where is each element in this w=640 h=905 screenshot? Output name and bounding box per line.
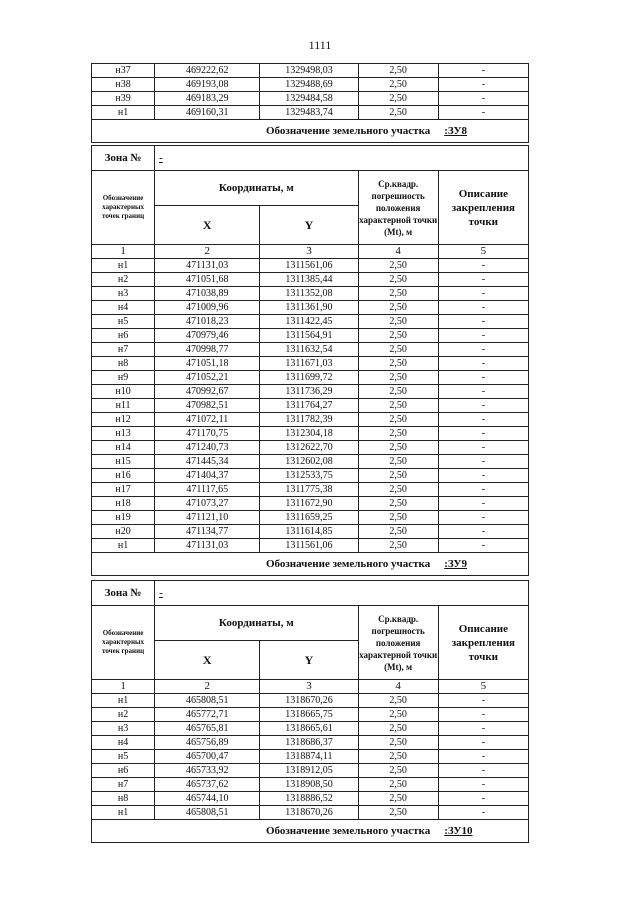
error-cell: 2,50 xyxy=(358,764,438,778)
description-cell: - xyxy=(438,708,528,722)
description-cell: - xyxy=(438,497,528,511)
description-cell: - xyxy=(438,273,528,287)
header-coords: Координаты, м xyxy=(155,606,358,641)
description-cell: - xyxy=(438,371,528,385)
zone-blank xyxy=(260,146,529,171)
x-cell: 471131,03 xyxy=(155,539,260,553)
y-cell: 1318670,26 xyxy=(260,806,358,820)
point-name-cell: н18 xyxy=(92,497,155,511)
col-num: 1 xyxy=(92,245,155,259)
header-point-name: Обозначение характерных точек границ xyxy=(92,171,155,245)
zone-row xyxy=(92,581,529,606)
col-num: 3 xyxy=(260,245,358,259)
description-cell: - xyxy=(438,301,528,315)
error-cell: 2,50 xyxy=(358,287,438,301)
table-row xyxy=(92,273,529,287)
point-name-cell: н37 xyxy=(92,64,155,78)
table-row xyxy=(92,78,529,92)
x-cell: 469193,08 xyxy=(155,78,260,92)
point-name-cell: н10 xyxy=(92,385,155,399)
error-cell: 2,50 xyxy=(358,694,438,708)
x-cell: 465744,10 xyxy=(155,792,260,806)
top-rows xyxy=(92,64,529,120)
y-cell: 1311561,06 xyxy=(260,539,358,553)
y-cell: 1311699,72 xyxy=(260,371,358,385)
point-name-cell: н20 xyxy=(92,525,155,539)
zone-table-2 xyxy=(91,580,529,843)
point-name-cell: н11 xyxy=(92,399,155,413)
point-name-cell: н19 xyxy=(92,511,155,525)
y-cell: 1318665,75 xyxy=(260,708,358,722)
coords-table-top xyxy=(91,63,529,143)
error-cell: 2,50 xyxy=(358,806,438,820)
description-cell: - xyxy=(438,792,528,806)
point-name-cell: н7 xyxy=(92,343,155,357)
col-num: 2 xyxy=(155,245,260,259)
x-cell: 469183,29 xyxy=(155,92,260,106)
parcel-label: Обозначение земельного участка xyxy=(92,553,439,576)
x-cell: 471038,89 xyxy=(155,287,260,301)
description-cell: - xyxy=(438,343,528,357)
error-cell: 2,50 xyxy=(358,385,438,399)
error-cell: 2,50 xyxy=(358,315,438,329)
point-name-cell: н38 xyxy=(92,78,155,92)
table-row xyxy=(92,539,529,553)
error-cell: 2,50 xyxy=(358,469,438,483)
y-cell: 1312622,70 xyxy=(260,441,358,455)
header-x: X xyxy=(155,641,260,680)
y-cell: 1311632,54 xyxy=(260,343,358,357)
point-name-cell: н39 xyxy=(92,92,155,106)
point-name-cell: н15 xyxy=(92,455,155,469)
error-cell: 2,50 xyxy=(358,483,438,497)
table-row xyxy=(92,371,529,385)
zone-value: - xyxy=(155,146,260,171)
description-cell: - xyxy=(438,385,528,399)
table-row xyxy=(92,455,529,469)
error-cell: 2,50 xyxy=(358,92,438,106)
error-cell: 2,50 xyxy=(358,539,438,553)
description-cell: - xyxy=(438,329,528,343)
description-cell: - xyxy=(438,483,528,497)
description-cell: - xyxy=(438,469,528,483)
error-cell: 2,50 xyxy=(358,792,438,806)
y-cell: 1311672,90 xyxy=(260,497,358,511)
description-cell: - xyxy=(438,357,528,371)
header-coords: Координаты, м xyxy=(155,171,358,206)
table-row xyxy=(92,806,529,820)
x-cell: 470982,51 xyxy=(155,399,260,413)
x-cell: 471051,68 xyxy=(155,273,260,287)
table-row xyxy=(92,315,529,329)
error-cell: 2,50 xyxy=(358,343,438,357)
y-cell: 1318912,05 xyxy=(260,764,358,778)
description-cell: - xyxy=(438,750,528,764)
point-name-cell: н2 xyxy=(92,273,155,287)
point-name-cell: н7 xyxy=(92,778,155,792)
col-num: 1 xyxy=(92,680,155,694)
table-row xyxy=(92,399,529,413)
x-cell: 471052,21 xyxy=(155,371,260,385)
y-cell: 1318670,26 xyxy=(260,694,358,708)
error-cell: 2,50 xyxy=(358,64,438,78)
y-cell: 1311671,03 xyxy=(260,357,358,371)
header-description: Описание закрепления точки xyxy=(438,171,528,245)
x-cell: 465772,71 xyxy=(155,708,260,722)
y-cell: 1311385,44 xyxy=(260,273,358,287)
error-cell: 2,50 xyxy=(358,413,438,427)
error-cell: 2,50 xyxy=(358,778,438,792)
parcel-row xyxy=(92,820,529,843)
y-cell: 1312304,18 xyxy=(260,427,358,441)
description-cell: - xyxy=(438,455,528,469)
x-cell: 471170,75 xyxy=(155,427,260,441)
y-cell: 1318908,50 xyxy=(260,778,358,792)
header-y: Y xyxy=(260,641,358,680)
parcel-row xyxy=(92,553,529,576)
table-row xyxy=(92,64,529,78)
table-row xyxy=(92,483,529,497)
error-cell: 2,50 xyxy=(358,525,438,539)
header-row xyxy=(92,606,529,641)
column-number-row xyxy=(92,680,529,694)
description-cell: - xyxy=(438,259,528,273)
y-cell: 1311736,29 xyxy=(260,385,358,399)
y-cell: 1318686,37 xyxy=(260,736,358,750)
error-cell: 2,50 xyxy=(358,427,438,441)
table-row xyxy=(92,385,529,399)
error-cell: 2,50 xyxy=(358,371,438,385)
x-cell: 465700,47 xyxy=(155,750,260,764)
point-name-cell: н3 xyxy=(92,722,155,736)
table-row xyxy=(92,357,529,371)
col-num: 5 xyxy=(438,245,528,259)
table-row xyxy=(92,764,529,778)
error-cell: 2,50 xyxy=(358,357,438,371)
description-cell: - xyxy=(438,525,528,539)
error-cell: 2,50 xyxy=(358,301,438,315)
header-error: Ср.квадр. погрешность положения характерной точки (Mt), м xyxy=(358,171,438,245)
table-row xyxy=(92,694,529,708)
x-cell: 465765,81 xyxy=(155,722,260,736)
table-row xyxy=(92,441,529,455)
description-cell: - xyxy=(438,315,528,329)
x-cell: 471240,73 xyxy=(155,441,260,455)
table-row xyxy=(92,92,529,106)
table-row xyxy=(92,469,529,483)
header-x: X xyxy=(155,206,260,245)
point-name-cell: н5 xyxy=(92,750,155,764)
point-name-cell: н8 xyxy=(92,792,155,806)
y-cell: 1311361,90 xyxy=(260,301,358,315)
table-row xyxy=(92,736,529,750)
zone-row xyxy=(92,146,529,171)
description-cell: - xyxy=(438,106,528,120)
y-cell: 1318886,52 xyxy=(260,792,358,806)
y-cell: 1311775,38 xyxy=(260,483,358,497)
x-cell: 471073,27 xyxy=(155,497,260,511)
zone-value: - xyxy=(155,581,260,606)
y-cell: 1312533,75 xyxy=(260,469,358,483)
point-name-cell: н8 xyxy=(92,357,155,371)
header-y: Y xyxy=(260,206,358,245)
parcel-value: :ЗУ8 xyxy=(438,120,528,143)
description-cell: - xyxy=(438,413,528,427)
y-cell: 1318874,11 xyxy=(260,750,358,764)
col-num: 3 xyxy=(260,680,358,694)
x-cell: 469160,31 xyxy=(155,106,260,120)
col-num: 4 xyxy=(358,680,438,694)
table-row xyxy=(92,708,529,722)
parcel-row xyxy=(92,120,529,143)
parcel-label: Обозначение земельного участка xyxy=(92,120,439,143)
table-row xyxy=(92,525,529,539)
point-name-cell: н17 xyxy=(92,483,155,497)
error-cell: 2,50 xyxy=(358,399,438,413)
description-cell: - xyxy=(438,511,528,525)
column-number-row xyxy=(92,245,529,259)
error-cell: 2,50 xyxy=(358,273,438,287)
x-cell: 470979,46 xyxy=(155,329,260,343)
y-cell: 1329484,58 xyxy=(260,92,358,106)
table-row xyxy=(92,106,529,120)
y-cell: 1318665,61 xyxy=(260,722,358,736)
y-cell: 1311564,91 xyxy=(260,329,358,343)
description-cell: - xyxy=(438,806,528,820)
table-row xyxy=(92,497,529,511)
point-name-cell: н16 xyxy=(92,469,155,483)
error-cell: 2,50 xyxy=(358,511,438,525)
table-row xyxy=(92,511,529,525)
point-name-cell: н6 xyxy=(92,329,155,343)
point-name-cell: н5 xyxy=(92,315,155,329)
y-cell: 1311614,85 xyxy=(260,525,358,539)
x-cell: 471009,96 xyxy=(155,301,260,315)
x-cell: 471072,11 xyxy=(155,413,260,427)
error-cell: 2,50 xyxy=(358,329,438,343)
description-cell: - xyxy=(438,92,528,106)
description-cell: - xyxy=(438,764,528,778)
zone-blank xyxy=(260,581,529,606)
description-cell: - xyxy=(438,399,528,413)
error-cell: 2,50 xyxy=(358,455,438,469)
table-row xyxy=(92,287,529,301)
y-cell: 1311561,06 xyxy=(260,259,358,273)
table-row xyxy=(92,750,529,764)
point-name-cell: н3 xyxy=(92,287,155,301)
table-row xyxy=(92,722,529,736)
x-cell: 469222,62 xyxy=(155,64,260,78)
error-cell: 2,50 xyxy=(358,497,438,511)
error-cell: 2,50 xyxy=(358,441,438,455)
col-num: 4 xyxy=(358,245,438,259)
x-cell: 471051,18 xyxy=(155,357,260,371)
table-row xyxy=(92,259,529,273)
point-name-cell: н13 xyxy=(92,427,155,441)
table-row xyxy=(92,778,529,792)
point-name-cell: н1 xyxy=(92,806,155,820)
y-cell: 1311764,27 xyxy=(260,399,358,413)
description-cell: - xyxy=(438,427,528,441)
zone1-rows xyxy=(92,259,529,553)
table-row xyxy=(92,329,529,343)
description-cell: - xyxy=(438,736,528,750)
point-name-cell: н1 xyxy=(92,106,155,120)
col-num: 2 xyxy=(155,680,260,694)
point-name-cell: н4 xyxy=(92,736,155,750)
error-cell: 2,50 xyxy=(358,736,438,750)
zone2-rows xyxy=(92,694,529,820)
description-cell: - xyxy=(438,441,528,455)
x-cell: 465733,92 xyxy=(155,764,260,778)
description-cell: - xyxy=(438,722,528,736)
page-number: 1111 xyxy=(308,38,332,52)
table-row xyxy=(92,792,529,806)
x-cell: 471121,10 xyxy=(155,511,260,525)
x-cell: 471018,23 xyxy=(155,315,260,329)
x-cell: 465737,62 xyxy=(155,778,260,792)
x-cell: 471445,34 xyxy=(155,455,260,469)
error-cell: 2,50 xyxy=(358,78,438,92)
y-cell: 1329498,03 xyxy=(260,64,358,78)
point-name-cell: н6 xyxy=(92,764,155,778)
description-cell: - xyxy=(438,287,528,301)
x-cell: 465808,51 xyxy=(155,694,260,708)
point-name-cell: н1 xyxy=(92,259,155,273)
parcel-label: Обозначение земельного участка xyxy=(92,820,439,843)
x-cell: 470998,77 xyxy=(155,343,260,357)
y-cell: 1311352,08 xyxy=(260,287,358,301)
header-error: Ср.квадр. погрешность положения характерной точки (Mt), м xyxy=(358,606,438,680)
error-cell: 2,50 xyxy=(358,750,438,764)
description-cell: - xyxy=(438,78,528,92)
description-cell: - xyxy=(438,694,528,708)
y-cell: 1312602,08 xyxy=(260,455,358,469)
x-cell: 465808,51 xyxy=(155,806,260,820)
error-cell: 2,50 xyxy=(358,106,438,120)
zone-label: Зона № xyxy=(92,581,155,606)
description-cell: - xyxy=(438,778,528,792)
point-name-cell: н1 xyxy=(92,539,155,553)
point-name-cell: н9 xyxy=(92,371,155,385)
zone-label: Зона № xyxy=(92,146,155,171)
table-row xyxy=(92,301,529,315)
table-row xyxy=(92,343,529,357)
point-name-cell: н14 xyxy=(92,441,155,455)
point-name-cell: н4 xyxy=(92,301,155,315)
header-row xyxy=(92,171,529,206)
table-row xyxy=(92,427,529,441)
description-cell: - xyxy=(438,64,528,78)
point-name-cell: н2 xyxy=(92,708,155,722)
point-name-cell: н1 xyxy=(92,694,155,708)
y-cell: 1311782,39 xyxy=(260,413,358,427)
x-cell: 471404,37 xyxy=(155,469,260,483)
x-cell: 465756,89 xyxy=(155,736,260,750)
parcel-value: :ЗУ9 xyxy=(438,553,528,576)
y-cell: 1329483,74 xyxy=(260,106,358,120)
x-cell: 471131,03 xyxy=(155,259,260,273)
point-name-cell: н12 xyxy=(92,413,155,427)
parcel-value: :ЗУ10 xyxy=(438,820,528,843)
error-cell: 2,50 xyxy=(358,722,438,736)
x-cell: 471134,77 xyxy=(155,525,260,539)
x-cell: 471117,65 xyxy=(155,483,260,497)
table-row xyxy=(92,413,529,427)
zone-table-1 xyxy=(91,145,529,576)
y-cell: 1311659,25 xyxy=(260,511,358,525)
error-cell: 2,50 xyxy=(358,708,438,722)
x-cell: 470992,67 xyxy=(155,385,260,399)
col-num: 5 xyxy=(438,680,528,694)
header-description: Описание закрепления точки xyxy=(438,606,528,680)
header-point-name: Обозначение характерных точек границ xyxy=(92,606,155,680)
y-cell: 1329488,69 xyxy=(260,78,358,92)
y-cell: 1311422,45 xyxy=(260,315,358,329)
description-cell: - xyxy=(438,539,528,553)
error-cell: 2,50 xyxy=(358,259,438,273)
